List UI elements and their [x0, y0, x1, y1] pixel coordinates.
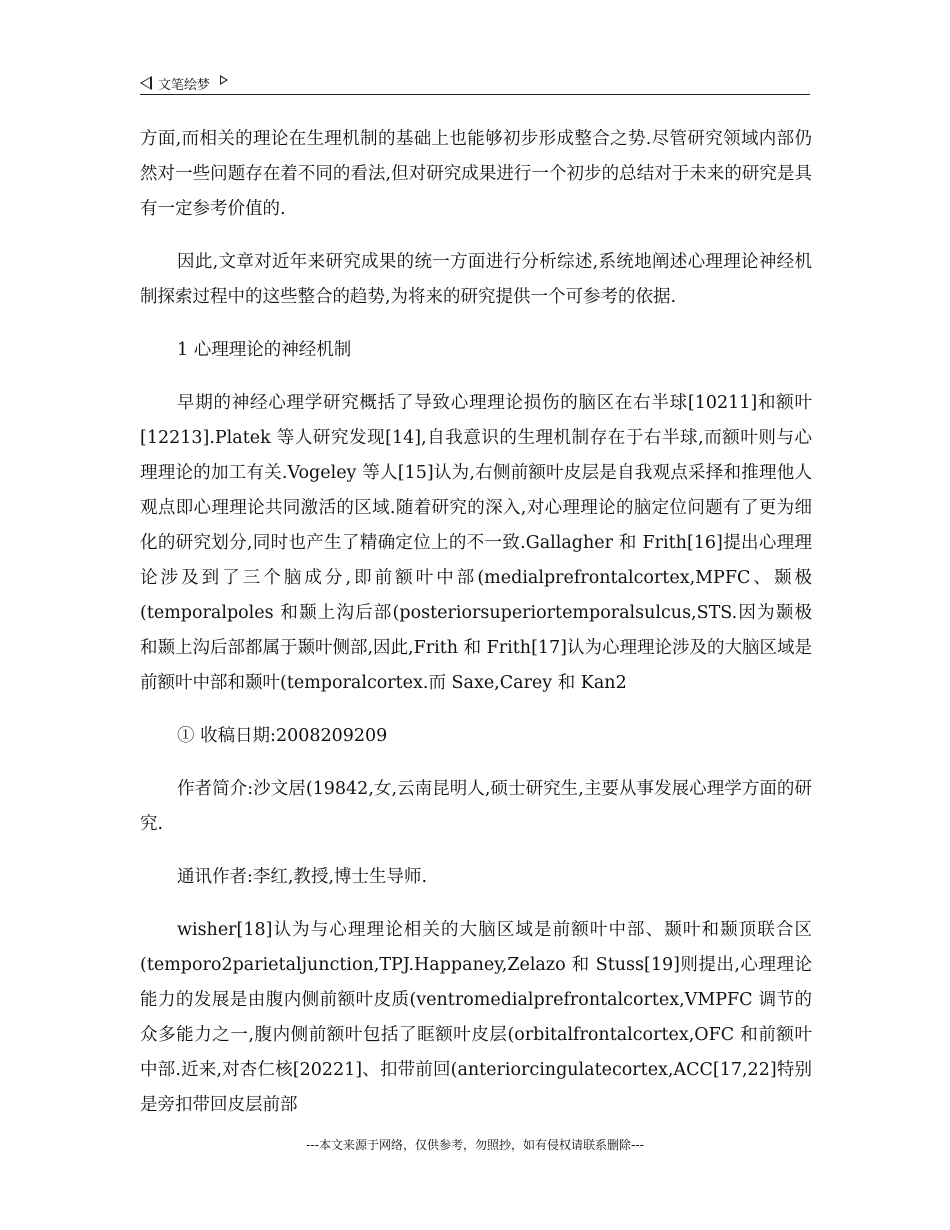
triangle-left-icon [140, 76, 152, 90]
document-body [140, 122, 812, 1141]
triangle-right-icon [220, 75, 228, 85]
corresponding-author-note: 通讯作者:李红,教授,博士生导师. [177, 867, 428, 887]
paragraph-continuation: 方面,而相关的理论在生理机制的基础上也能够初步形成整合之势.尽管研究领域内部仍然对一些问题存在着不同的看法,但对研究成果进行一个初步的总结对于未来的研究是具有一定参考价值的. [140, 129, 812, 219]
received-date-note: ① 收稿日期:2008209209 [177, 726, 388, 746]
page-footer: ---本文来源于网络，仅供参考，勿照抄，如有侵权请联系删除--- [306, 1138, 644, 1152]
paragraph-neural-mechanism: 早期的神经心理学研究概括了导致心理理论损伤的脑区在右半球[10211]和额叶[12213].Platek 等人研究发现[14],自我意识的生理机制存在于右半球,而额叶则与心理理论的加工有关.Vogeley 等人[15]认为,右侧前额叶皮层是自我观点采择和推理他人观点即心理理论共同激活的区域.随着研究的深入,对心理理论的脑定位问题有了更为细化的研究划分,同时也产生了精确定位上的不一致.Gallagher 和 Frith[16]提出心理理论涉及到了三个脑成分,即前额叶中部(medialprefrontalcortex,MPFC、颞极(temporalpoles 和颞上沟后部(posteriorsuperiortemporalsulcus,STS.因为颞极和颞上沟后部都属于颞叶侧部,因此,Frith 和 Frith[17]认为心理理论涉及的大脑区域是前额叶中部和颞叶(temporalcortex.而 Saxe,Carey 和 Kan2 [140, 393, 812, 693]
paragraph-purpose: 因此,文章对近年来研究成果的统一方面进行分析综述,系统地阐述心理理论神经机制探索过程中的这些整合的趋势,为将来的研究提供一个可参考的依据. [140, 252, 812, 307]
section-heading: 1 心理理论的神经机制 [177, 340, 352, 360]
paragraph-brain-regions: wisher[18]认为与心理理论相关的大脑区域是前额叶中部、颞叶和颞顶联合区(temporo2parietaljunction,TPJ.Happaney,Zelazo 和 Stuss[19]则提出,心理理论能力的发展是由腹内侧前额叶皮质(ventromedialprefrontalcortex,VMPFC 调节的众多能力之一,腹内侧前额叶包括了眶额叶皮层(orbitalfrontalcortex,OFC 和前额叶中部.近来,对杏仁核[20221]、扣带前回(anteriorcingulatecortex,ACC[17,22]特别是旁扣带回皮层前部 [140, 920, 812, 1115]
page-header [140, 72, 810, 95]
header-title: 文笔绘梦 [158, 77, 211, 93]
author-bio-note: 作者简介:沙文居(19842,女,云南昆明人,硕士研究生,主要从事发展心理学方面的研究. [140, 779, 812, 834]
